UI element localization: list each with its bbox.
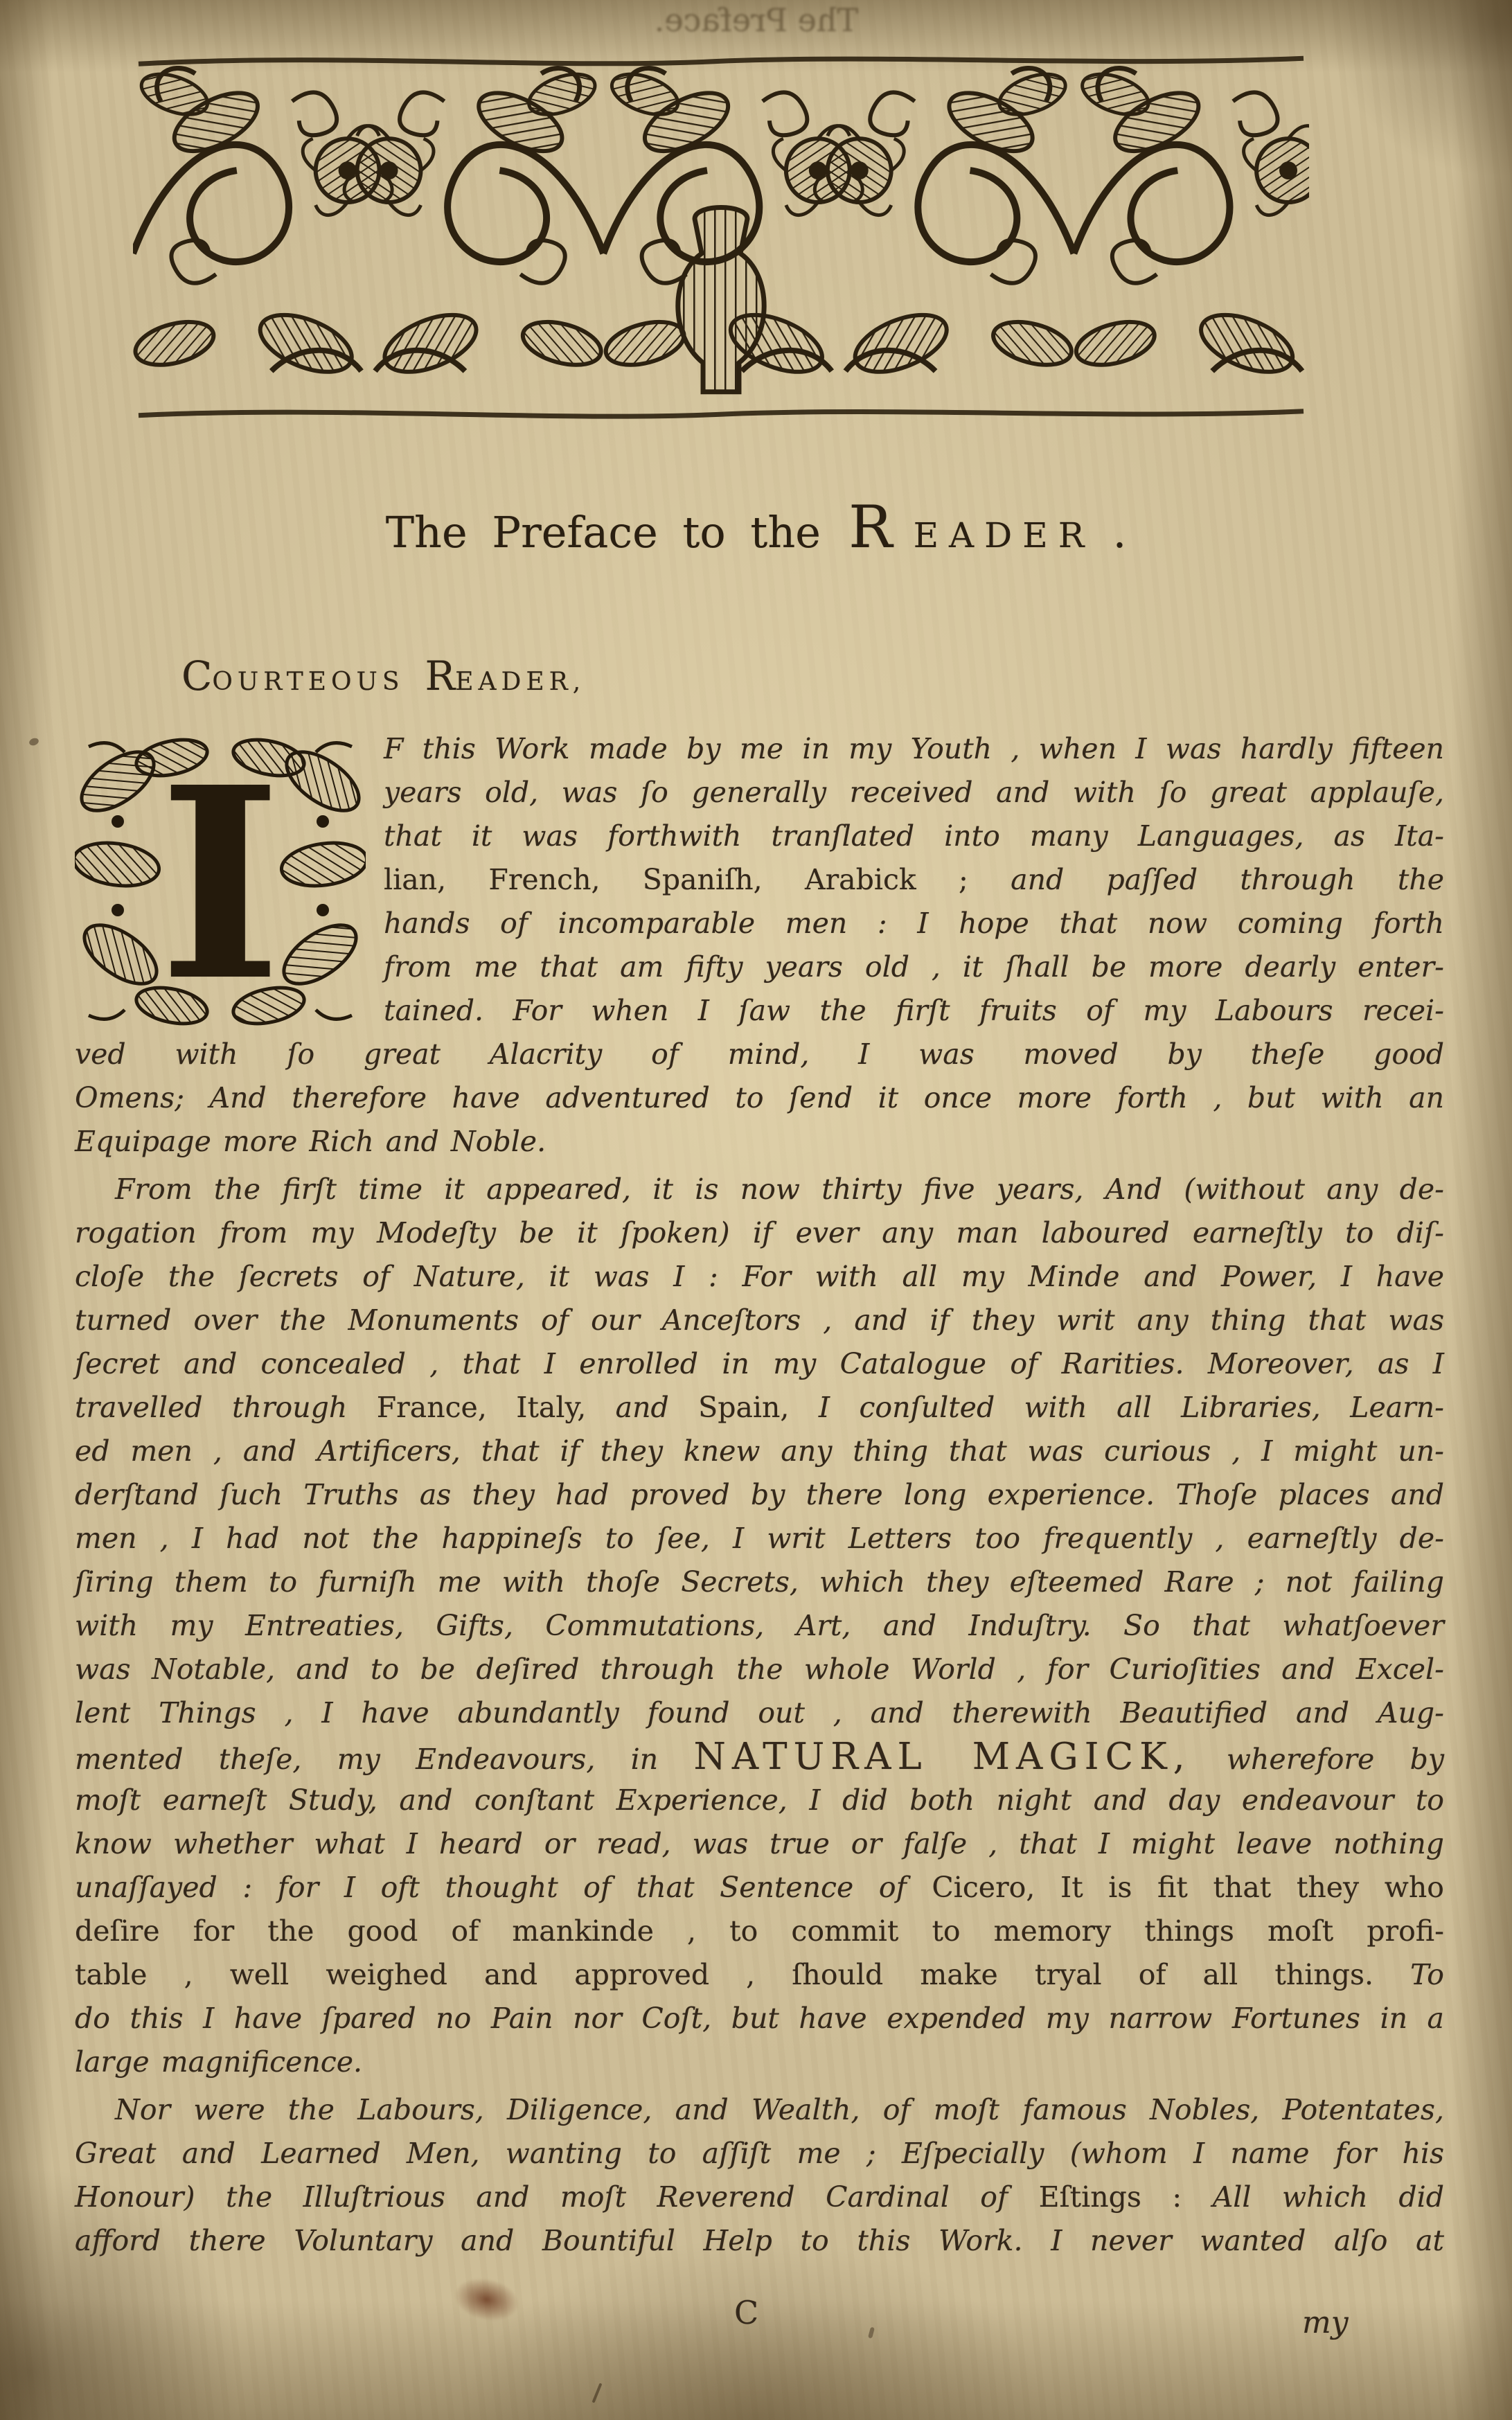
text-line (75, 1473, 1444, 1517)
ink-speck (868, 2326, 875, 2338)
text-segment: ed men , and Artificers, that if they knew any thing that was curious , I might un- (75, 1434, 1444, 1468)
text-line (75, 1076, 1444, 1120)
signature-mark: C (734, 2294, 759, 2331)
text-segment: hands of incomparable men : I hope that now coming forth (384, 907, 1444, 940)
text-line (75, 1517, 1444, 1560)
salutation-cap-r: R (425, 652, 456, 700)
text-segment: deſire for the good of mankinde , to commit to memory things moſt profi- (75, 1914, 1444, 1948)
text-segment: and (615, 1391, 699, 1424)
text-line (75, 1953, 1444, 1997)
text-segment: know whether what I heard or read, was true or falſe , that I might leave nothing (75, 1827, 1444, 1860)
text-line (75, 2040, 1444, 2084)
page-title (0, 493, 1512, 561)
show-through-text: The Preface. (654, 1, 858, 39)
text-segment: Spain, (698, 1391, 819, 1424)
text-segment: From the firſt time it appeared, it is now thirty five years, And (without any de- (115, 1173, 1444, 1206)
text-segment: was Notable, and to be deſired through the whole World , for Curioſities and Excel- (75, 1653, 1444, 1686)
paragraph (75, 1168, 1444, 2084)
drop-cap-letter: I (159, 733, 282, 1029)
title-period: . (1112, 507, 1127, 558)
text-segment: Nor were the Labours, Diligence, and Wealth, of moſt famous Nobles, Potentates, (115, 2093, 1444, 2126)
text-line (75, 1211, 1444, 1255)
text-segment: large magnificence. (75, 2045, 363, 2079)
text-line (75, 1386, 1444, 1430)
text-segment: Omens; And therefore have adventured to ſend it once more forth , but with an (75, 1081, 1444, 1114)
text-segment: that it was forthwith tranſlated into many Languages, as Ita- (384, 819, 1444, 853)
drop-cap-initial (75, 733, 366, 1029)
ink-stain (450, 2272, 523, 2326)
salutation-word-2: EADER, (455, 668, 586, 696)
text-segment: rogation from my Modeſty be it ſpoken) if ever any man laboured earneſtly to diſ- (75, 1216, 1444, 1249)
title-lead: The Preface to the (385, 507, 821, 558)
text-line (75, 1033, 1444, 1076)
text-line (75, 1735, 1444, 1779)
text-segment: Honour) the Illuſtrious and moſt Reverend Cardinal of (75, 2180, 1039, 2214)
text-segment: To (1410, 1958, 1444, 1991)
text-line (75, 1779, 1444, 1822)
text-line (75, 2132, 1444, 2176)
text-segment: unaſſayed : for I oft thought of that Sentence of (75, 1871, 932, 1904)
text-segment: tained. For when I ſaw the firſt fruits of my Labours recei- (384, 994, 1444, 1027)
text-segment: years old, was ſo generally received and with ſo great applauſe, (384, 776, 1444, 809)
text-segment: All which did (1212, 2180, 1445, 2214)
text-line (75, 1342, 1444, 1386)
text-segment: ved with ſo great Alacrity of mind, I was moved by theſe good (75, 1038, 1444, 1071)
text-segment: moſt earneſt Study, and conſtant Experience, I did both night and day endeavour to (75, 1783, 1444, 1817)
woodcut-ornament-band (133, 46, 1309, 428)
text-line (75, 1430, 1444, 1473)
text-segment: ſiring them to furniſh me with thoſe Secrets, which they eſteemed Rare ; not failing (75, 1565, 1444, 1599)
text-segment: do this I have ſpared no Pain nor Coſt, but have expended my narrow Fortunes in a (75, 2002, 1444, 2035)
text-line (75, 1120, 1444, 1164)
text-line (75, 1299, 1444, 1342)
salutation-word-1: OURTEOUS (212, 668, 404, 696)
title-initial-cap: R (848, 493, 893, 561)
text-segment: Equipage more Rich and Noble. (75, 1125, 546, 1158)
text-line (75, 2088, 1444, 2132)
salutation-cap-c: C (181, 652, 213, 700)
text-segment: Great and Learned Men, wanting to aſſiſt me ; Eſpecially (whom I name for his (75, 2137, 1444, 2170)
text-line (75, 1910, 1444, 1953)
text-segment: lent Things , I have abundantly found out , and therewith Beautified and Aug- (75, 1696, 1444, 1729)
text-segment: wherefore by (1191, 1743, 1444, 1776)
ink-mark (592, 2383, 603, 2403)
text-segment: derſtand ſuch Truths as they had proved by there long experience. Thoſe places and (75, 1478, 1444, 1511)
text-segment: from me that am fifty years old , it ſhall be more dearly enter- (384, 950, 1444, 984)
text-segment: men , I had not the happineſs to ſee, I writ Letters too frequently , earneſtly de- (75, 1522, 1444, 1555)
text-line (75, 2176, 1444, 2219)
catchword: my (1302, 2305, 1349, 2340)
text-segment: I conſulted with all Libraries, Learn- (818, 1391, 1445, 1424)
text-line (75, 1822, 1444, 1866)
text-segment: Eſtings : (1038, 2180, 1213, 2214)
text-line (75, 2219, 1444, 2263)
text-line (75, 1168, 1444, 1211)
text-segment: turned over the Monuments of our Anceſtors , and if they writ any thing that was (75, 1304, 1444, 1337)
drop-cap-woodcut (75, 733, 366, 1029)
ink-speck (28, 737, 40, 747)
title-small-caps: EADER (913, 515, 1095, 555)
text-segment: ſecret and concealed , that I enrolled in my Catalogue of Rarities. Moreover, as I (75, 1347, 1444, 1380)
text-segment: table , well weighed and approved , ſhould make tryal of all things. (75, 1958, 1411, 1991)
text-segment: afford there Voluntary and Bountiful Help to this Work. I never wanted alſo at (75, 2224, 1444, 2257)
body-text (75, 727, 1444, 2263)
text-segment: NATURAL MAGICK, (693, 1736, 1191, 1778)
text-segment: travelled through (75, 1391, 377, 1424)
text-segment: Cicero, It is fit that they who (932, 1871, 1444, 1904)
text-segment: with my Entreaties, Gifts, Commutations, Art, and Induſtry. So that whatſoever (75, 1609, 1444, 1642)
text-segment: France, Italy, (376, 1391, 616, 1424)
text-line (75, 1648, 1444, 1691)
text-segment: lian, French, Spaniſh, Arabick ; (384, 863, 1011, 896)
text-line (75, 1604, 1444, 1648)
text-segment: cloſe the ſecrets of Nature, it was I : For with all my Minde and Power, I have (75, 1260, 1444, 1293)
text-line (75, 1997, 1444, 2040)
paragraph (75, 2088, 1444, 2263)
text-segment: mented theſe, my Endeavours, in (75, 1743, 694, 1776)
text-segment: F this Work made by me in my Youth , when I was hardly fifteen (384, 732, 1444, 765)
text-line (75, 1560, 1444, 1604)
text-segment: and paſſed through the (1011, 863, 1444, 896)
text-line (75, 1255, 1444, 1299)
salutation (181, 652, 585, 700)
text-line (75, 1691, 1444, 1735)
text-line (75, 1866, 1444, 1910)
